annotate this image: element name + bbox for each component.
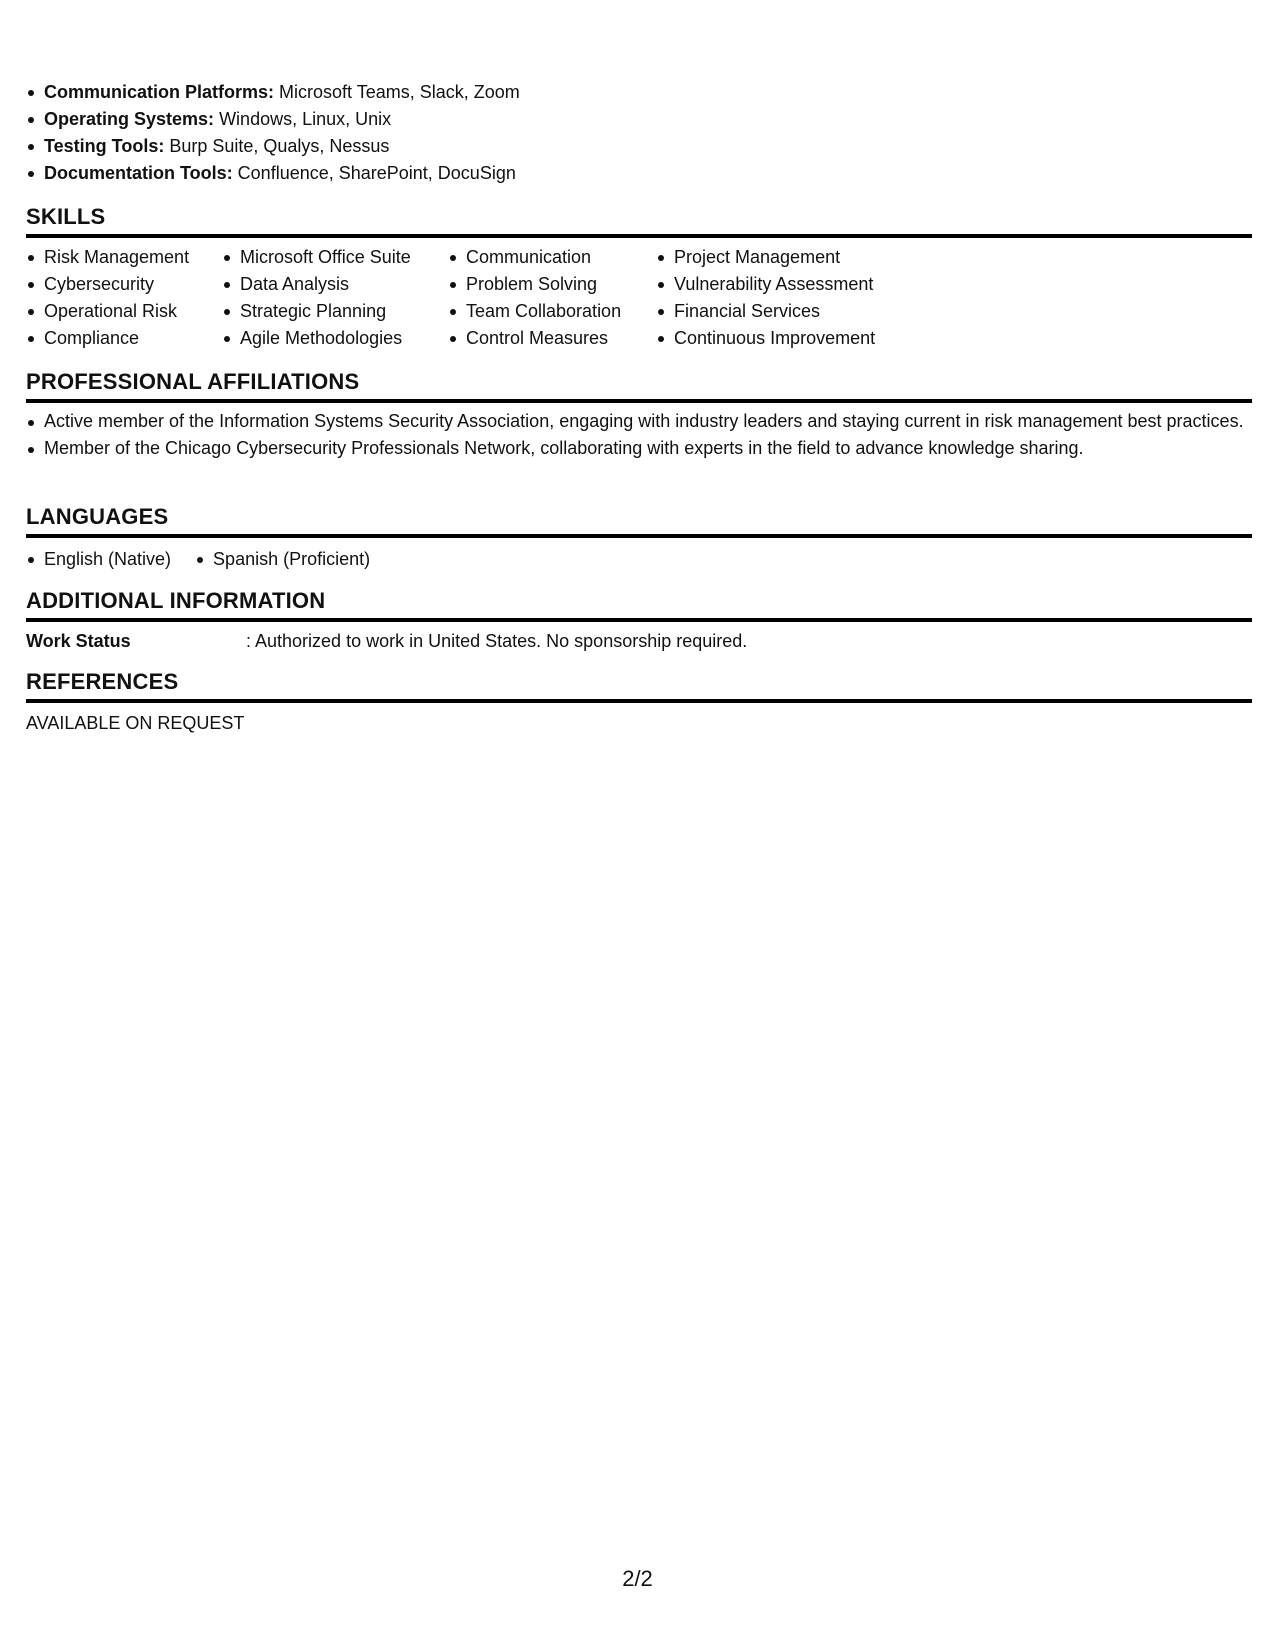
skill-item: Agile Methodologies bbox=[222, 325, 428, 352]
language-item: Spanish (Proficient) bbox=[195, 546, 370, 573]
skills-column bbox=[656, 244, 896, 352]
skill-item: Team Collaboration bbox=[448, 298, 636, 325]
tool-value: Confluence, SharePoint, DocuSign bbox=[232, 163, 516, 183]
skills-column bbox=[26, 244, 202, 352]
references-heading: REFERENCES bbox=[26, 668, 1252, 703]
tool-item bbox=[26, 79, 520, 106]
tool-item bbox=[26, 160, 520, 187]
work-status-value: : Authorized to work in United States. No sponsorship required. bbox=[246, 631, 748, 651]
skill-item: Data Analysis bbox=[222, 271, 428, 298]
skill-item: Cybersecurity bbox=[26, 271, 202, 298]
tool-value: Microsoft Teams, Slack, Zoom bbox=[274, 82, 520, 102]
work-status-row bbox=[26, 628, 747, 654]
language-item: English (Native) bbox=[26, 546, 171, 573]
skill-item: Operational Risk bbox=[26, 298, 202, 325]
page-number: 2/2 bbox=[622, 1566, 653, 1591]
additional-info-heading: ADDITIONAL INFORMATION bbox=[26, 587, 1252, 622]
skills-column bbox=[222, 244, 428, 352]
references-text: AVAILABLE ON REQUEST bbox=[26, 713, 245, 733]
skill-item: Project Management bbox=[656, 244, 896, 271]
affiliation-item: Active member of the Information Systems Security Association, engaging with industry leaders and staying current in risk management best practices. bbox=[26, 409, 1252, 434]
tool-item bbox=[26, 106, 520, 133]
skill-item: Vulnerability Assessment bbox=[656, 271, 896, 298]
skill-item: Risk Management bbox=[26, 244, 202, 271]
affiliations-list bbox=[26, 409, 1252, 463]
tool-value: Burp Suite, Qualys, Nessus bbox=[164, 136, 390, 156]
work-status-label: Work Status bbox=[26, 631, 131, 651]
skills-heading: SKILLS bbox=[26, 203, 1252, 238]
tool-label: Communication Platforms: bbox=[44, 82, 275, 102]
technical-tools-list bbox=[26, 79, 520, 187]
skill-item: Continuous Improvement bbox=[656, 325, 896, 352]
languages-list bbox=[26, 546, 394, 573]
languages-heading: LANGUAGES bbox=[26, 503, 1252, 538]
affiliation-item: Member of the Chicago Cybersecurity Professionals Network, collaborating with experts in the field to advance knowledge sharing. bbox=[26, 436, 1252, 461]
skill-item: Strategic Planning bbox=[222, 298, 428, 325]
tool-label: Testing Tools: bbox=[44, 136, 165, 156]
skill-item: Problem Solving bbox=[448, 271, 636, 298]
skill-item: Financial Services bbox=[656, 298, 896, 325]
skills-grid bbox=[26, 244, 916, 352]
affiliations-heading: PROFESSIONAL AFFILIATIONS bbox=[26, 368, 1252, 403]
tool-label: Operating Systems: bbox=[44, 109, 215, 129]
skill-item: Microsoft Office Suite bbox=[222, 244, 428, 271]
tool-item bbox=[26, 133, 520, 160]
skill-item: Communication bbox=[448, 244, 636, 271]
tool-label: Documentation Tools: bbox=[44, 163, 233, 183]
tool-value: Windows, Linux, Unix bbox=[214, 109, 392, 129]
skill-item: Compliance bbox=[26, 325, 202, 352]
skills-column bbox=[448, 244, 636, 352]
skill-item: Control Measures bbox=[448, 325, 636, 352]
